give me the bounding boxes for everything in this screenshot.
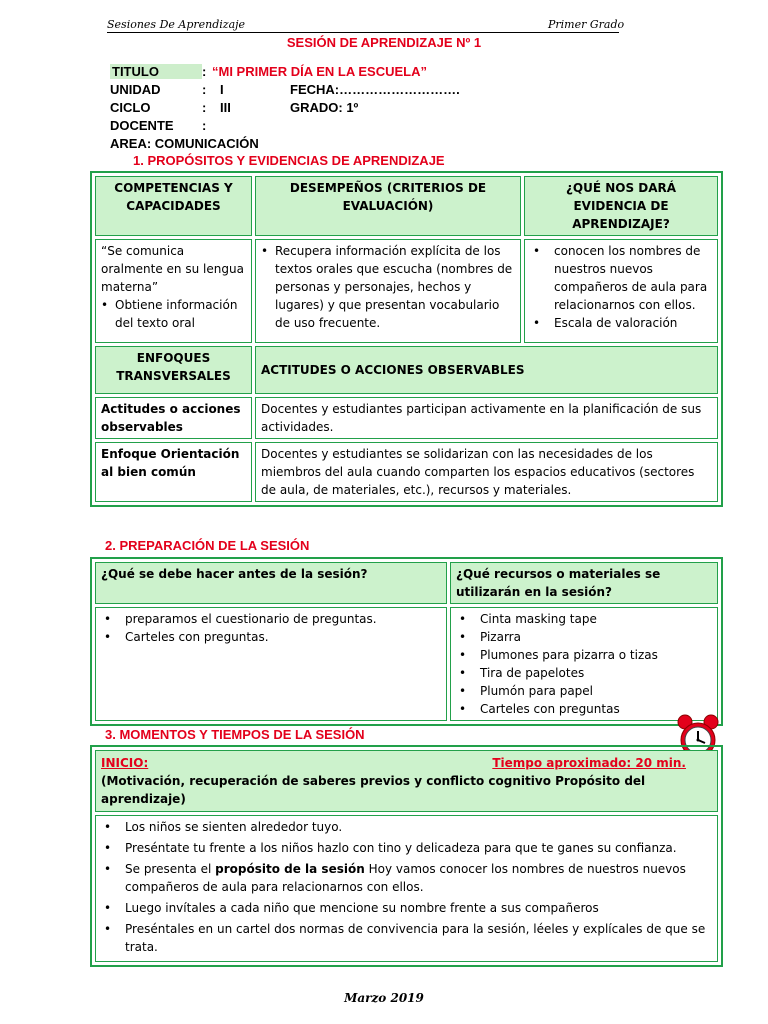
antes-item: • Carteles con preguntas. xyxy=(101,628,441,646)
recursos-cell xyxy=(450,607,718,721)
ciclo-colon: : xyxy=(202,100,207,115)
titulo-colon: : xyxy=(202,64,207,79)
docente-colon: : xyxy=(202,118,207,133)
enfoque-row1-text: Docentes y estudiantes participan activamente en la planificación de sus actividades. xyxy=(255,397,718,439)
enfoques-label: ENFOQUES TRANSVERSALES xyxy=(95,346,252,394)
unidad-colon: : xyxy=(202,82,207,97)
antes-cell xyxy=(95,607,447,721)
preparation-table xyxy=(90,557,723,726)
preparation-row xyxy=(95,607,718,721)
competencia-text: “Se comunica oralmente en su lengua materna” xyxy=(101,244,244,294)
desempeno-item: • Recupera información explícita de los textos orales que escucha (nombres de personas y personajes, hechos y lugares) y que presentan vocabulario de uso frecuente. xyxy=(261,242,515,332)
unidad-label: UNIDAD xyxy=(110,82,161,97)
section2-heading: 2. PREPARACIÓN DE LA SESIÓN xyxy=(105,538,310,553)
inicio-item-pre: Se presenta el xyxy=(125,862,216,876)
inicio-item: • Los niños se sienten alrededor tuyo. xyxy=(101,818,712,836)
evidencia-item: • Escala de valoración xyxy=(530,314,712,332)
recurso-item: • Plumones para pizarra o tizas xyxy=(456,646,712,664)
header-right: Primer Grado xyxy=(548,18,625,31)
inicio-item-post: Hoy vamos conocer los nombres de nuestros nuevos compañeros de aula para relacionarnos con ellos. xyxy=(125,862,686,894)
recurso-item: • Pizarra xyxy=(456,628,712,646)
recurso-item: • Tira de papelotes xyxy=(456,664,712,682)
recurso-item: • Plumón para papel xyxy=(456,682,712,700)
fecha-label: FECHA:………………………. xyxy=(290,82,460,97)
inicio-header-row xyxy=(95,750,718,812)
header-desempenos: DESEMPEÑOS (CRITERIOS DE EVALUACIÓN) xyxy=(255,176,521,236)
grado-label: GRADO: 1º xyxy=(290,100,359,115)
capacidad-item: • Obtiene información del texto oral xyxy=(101,296,246,332)
titulo-value: “MI PRIMER DÍA EN LA ESCUELA” xyxy=(212,64,427,79)
evidencia-item: • conocen los nombres de nuestros nuevos compañeros de aula para relacionarnos con ellos. xyxy=(530,242,712,314)
inicio-content-row xyxy=(95,815,718,962)
inicio-subtitle: (Motivación, recuperación de saberes previos y conflicto cognitivo Propósito del aprendizaje) xyxy=(101,774,646,806)
purposes-table xyxy=(90,171,723,507)
actitudes-header: ACTITUDES O ACCIONES OBSERVABLES xyxy=(255,346,718,394)
purposes-row xyxy=(95,239,718,343)
inicio-item xyxy=(101,860,712,896)
unidad-value: I xyxy=(220,82,224,97)
recurso-item: • Carteles con preguntas xyxy=(456,700,712,718)
header-antes: ¿Qué se debe hacer antes de la sesión? xyxy=(95,562,447,604)
antes-item: • preparamos el cuestionario de preguntas. xyxy=(101,610,441,628)
enfoque-row2-label: Enfoque Orientación al bien común xyxy=(95,442,252,502)
recurso-item: • Cinta masking tape xyxy=(456,610,712,628)
inicio-label: INICIO: xyxy=(101,756,149,770)
competencia-cell xyxy=(95,239,252,343)
tiempo-label: Tiempo aproximado: 20 min. xyxy=(492,756,686,770)
inicio-content-cell xyxy=(95,815,718,962)
preparation-header-row xyxy=(95,562,718,604)
header-rule xyxy=(107,32,619,33)
moments-table xyxy=(90,745,723,967)
ciclo-value: III xyxy=(220,100,231,115)
enfoque-row xyxy=(95,397,718,439)
inicio-header-cell xyxy=(95,750,718,812)
proposito-text: propósito de la sesión xyxy=(215,862,365,876)
titulo-label: TITULO xyxy=(110,64,202,79)
section1-heading: 1. PROPÓSITOS Y EVIDENCIAS DE APRENDIZAJE xyxy=(133,153,445,168)
header-evidencia: ¿QUÉ NOS DARÁ EVIDENCIA DE APRENDIZAJE? xyxy=(524,176,718,236)
inicio-item: • Preséntales en un cartel dos normas de convivencia para la sesión, léeles y explícales de que se trata. xyxy=(101,920,712,956)
footer-date: Marzo 2019 xyxy=(344,991,424,1005)
header-recursos: ¿Qué recursos o materiales se utilizarán en la sesión? xyxy=(450,562,718,604)
enfoques-header-row xyxy=(95,346,718,394)
inicio-item: • Luego invítales a cada niño que mencione su nombre frente a sus compañeros xyxy=(101,899,712,917)
evidencia-cell xyxy=(524,239,718,343)
docente-label: DOCENTE xyxy=(110,118,174,133)
enfoque-row2-text: Docentes y estudiantes se solidarizan con las necesidades de los miembros del aula cuando comparten los espacios educativos (sectores de aula, de materiales, etc.), recursos y materiales. xyxy=(255,442,718,502)
header-left: Sesiones De Aprendizaje xyxy=(107,18,246,31)
inicio-item: • Preséntate tu frente a los niños hazlo con tino y delicadeza para que te ganes su confianza. xyxy=(101,839,712,857)
ciclo-label: CICLO xyxy=(110,100,151,115)
section3-heading: 3. MOMENTOS Y TIEMPOS DE LA SESIÓN xyxy=(105,727,365,742)
area-label: AREA: COMUNICACIÓN xyxy=(110,136,259,151)
page-title: SESIÓN DE APRENDIZAJE Nº 1 xyxy=(286,35,482,50)
purposes-header-row xyxy=(95,176,718,236)
header-competencias: COMPETENCIAS Y CAPACIDADES xyxy=(95,176,252,236)
enfoque-row1-label: Actitudes o acciones observables xyxy=(95,397,252,439)
enfoque-row xyxy=(95,442,718,502)
desempeno-cell xyxy=(255,239,521,343)
